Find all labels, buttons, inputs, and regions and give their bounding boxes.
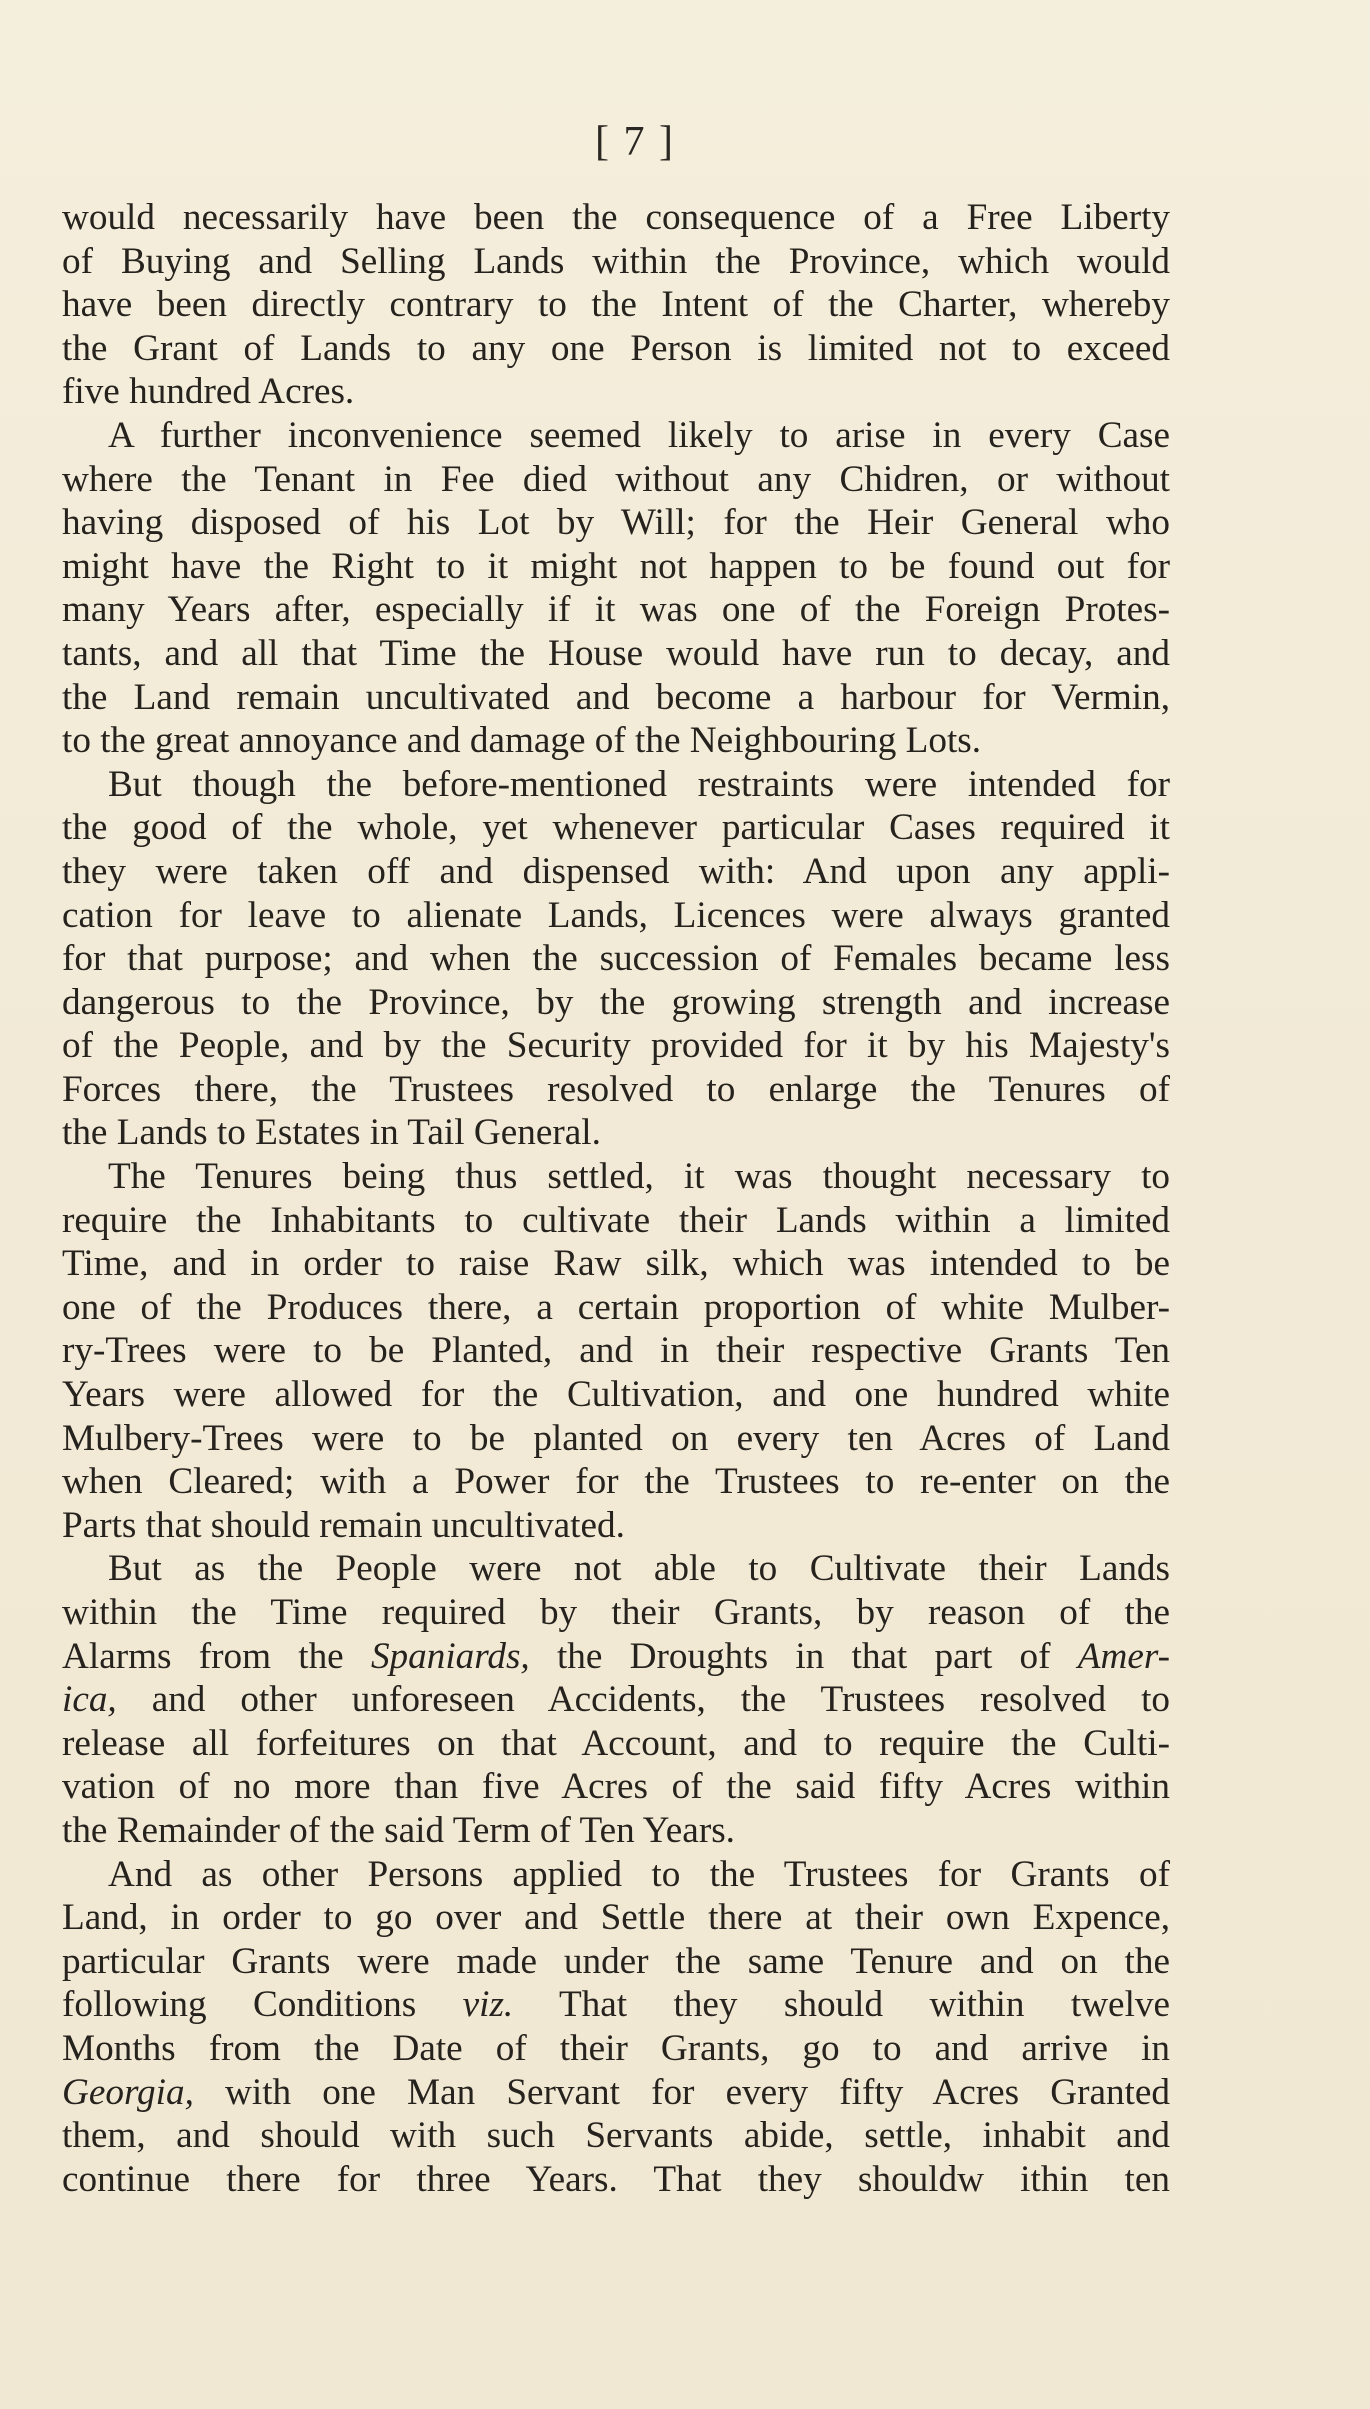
text-line: the Land remain uncultivated and become a harbour for Vermin, [62,676,1170,718]
text-line: A further inconvenience seemed likely to arise in every Case [108,414,1170,456]
text-line: the Remainder of the said Term of Ten Years. [62,1809,735,1851]
text-line: cation for leave to alienate Lands, Licences were always granted [62,894,1170,936]
text-line: five hundred Acres. [62,371,355,413]
text-line: Years were allowed for the Cultivation, and one hundred white [62,1374,1170,1416]
text-line: ry-Trees were to be Planted, and in their respective Grants Ten [62,1330,1170,1372]
text-line: But as the People were not able to Cultivate their Lands [108,1548,1170,1590]
text-line: But though the before-mentioned restraints were intended for [108,763,1170,805]
text-line: many Years after, especially if it was one of the Foreign Protes- [62,589,1170,631]
text-line: they were taken off and dispensed with: And upon any appli- [62,850,1170,892]
text-line: particular Grants were made under the same Tenure and on the [62,1940,1170,1982]
text-line: of the People, and by the Security provided for it by his Majesty's [62,1025,1170,1067]
text-line: would necessarily have been the consequence of a Free Liberty [62,197,1170,238]
text-line: of Buying and Selling Lands within the Province, which would [62,240,1170,282]
paragraph [62,414,1170,763]
text-line: for that purpose; and when the succession of Females became less [62,938,1170,980]
paragraph [62,196,1170,414]
text-line: them, and should with such Servants abide, settle, inhabit and [62,2115,1170,2157]
paragraph [62,1547,1170,1852]
text-line: Months from the Date of their Grants, go to and arrive in [62,2027,1170,2069]
page-number: [ 7 ] [595,119,675,165]
text-line: the good of the whole, yet whenever particular Cases required it [62,807,1170,849]
text-line: Alarms from the Spaniards, the Droughts in that part of Amer- [62,1635,1170,1677]
paragraph [62,1155,1170,1547]
text-line: the Grant of Lands to any one Person is limited not to exceed [62,327,1170,369]
paragraph [62,763,1170,1155]
text-line: where the Tenant in Fee died without any Chidren, or without [62,458,1170,500]
text-line: And as other Persons applied to the Trustees for Grants of [108,1853,1170,1895]
text-line: one of the Produces there, a certain proportion of white Mulber- [62,1286,1170,1328]
text-line: ica, and other unforeseen Accidents, the Trustees resolved to [62,1679,1170,1721]
text-line: vation of no more than five Acres of the said fifty Acres within [62,1766,1170,1808]
text-line: release all forfeitures on that Account, and to require the Culti- [62,1722,1170,1764]
text-line: Georgia, with one Man Servant for every fifty Acres Granted [62,2071,1170,2113]
text-line: Land, in order to go over and Settle there at their own Expence, [62,1897,1170,1939]
text-line: require the Inhabitants to cultivate their Lands within a limited [62,1199,1170,1241]
text-line: the Lands to Estates in Tail General. [62,1112,601,1154]
text-line: continue there for three Years. That they shouldw ithin ten [62,2158,1170,2200]
text-line: Parts that should remain uncultivated. [62,1504,625,1546]
body-text [62,196,1170,2201]
text-line: Mulbery-Trees were to be planted on every ten Acres of Land [62,1417,1170,1459]
paragraph [62,1853,1170,2202]
text-line: The Tenures being thus settled, it was thought necessary to [108,1156,1170,1198]
text-line: tants, and all that Time the House would have run to decay, and [62,632,1170,674]
text-line: Time, and in order to raise Raw silk, which was intended to be [62,1243,1170,1285]
text-line: have been directly contrary to the Intent of the Charter, whereby [62,284,1170,326]
text-line: within the Time required by their Grants, by reason of the [62,1592,1170,1633]
text-line: Forces there, the Trustees resolved to enlarge the Tenures of [62,1068,1170,1110]
text-line: to the great annoyance and damage of the Neighbouring Lots. [62,720,982,762]
text-line: dangerous to the Province, by the growing strength and increase [62,981,1170,1023]
text-line: having disposed of his Lot by Will; for the Heir General who [62,502,1170,544]
text-line: when Cleared; with a Power for the Trustees to re-enter on the [62,1461,1170,1503]
text-line: might have the Right to it might not happen to be found out for [62,545,1170,587]
text-line: following Conditions viz. That they should within twelve [62,1984,1170,2026]
